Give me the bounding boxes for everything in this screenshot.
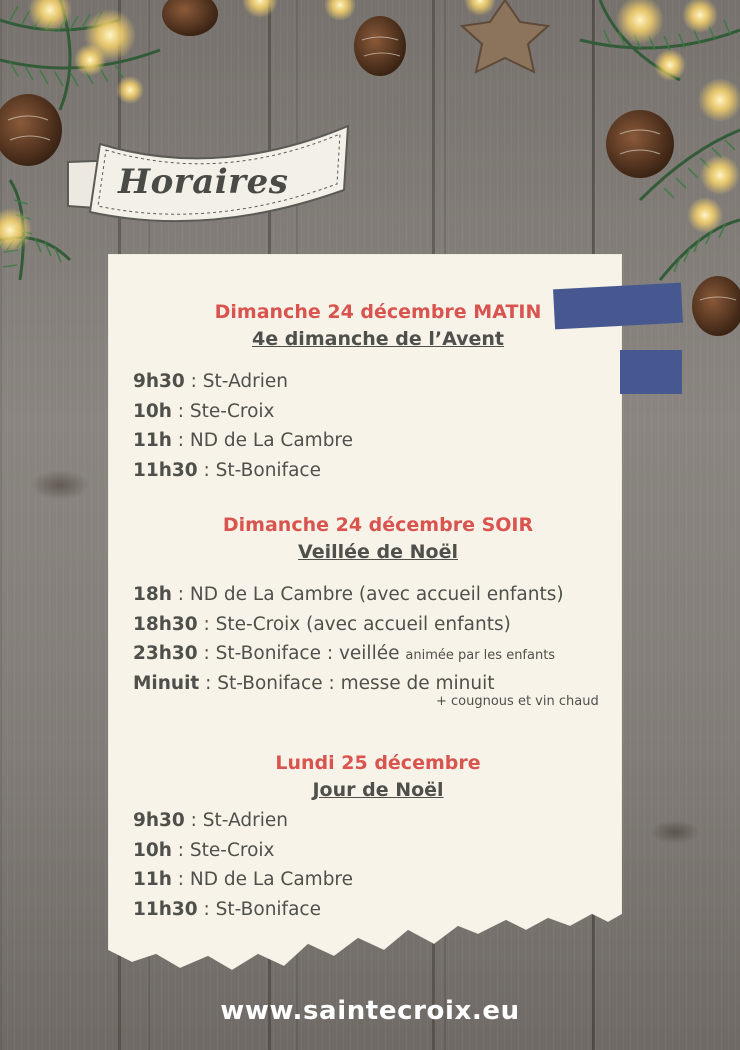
- separator: :: [171, 839, 190, 861]
- wood-knot: [30, 470, 90, 500]
- tape-strip: [620, 350, 682, 394]
- mass-time: 23h30: [133, 643, 198, 664]
- schedule-item: [108, 367, 622, 397]
- mass-location: St-Boniface: [215, 459, 321, 481]
- section-monday: [108, 750, 622, 924]
- wood-knot: [650, 820, 700, 844]
- schedule-list: [108, 367, 622, 485]
- mass-location: ND de La Cambre: [189, 430, 354, 451]
- section-subheading: Veillée de Noël: [298, 541, 458, 563]
- separator: :: [184, 371, 203, 392]
- mass-location: Ste-Croix: [189, 400, 275, 422]
- mass-location: St-Adrien: [202, 371, 288, 392]
- mass-time: 11h30: [133, 898, 198, 920]
- separator: :: [199, 672, 218, 694]
- separator: :: [171, 869, 190, 890]
- schedule-item: [108, 806, 622, 836]
- mass-time: 18h30: [133, 613, 198, 635]
- schedule-item: [108, 836, 622, 866]
- evening-note: + cougnous et vin chaud: [436, 694, 599, 709]
- mass-time: 10h: [133, 839, 172, 861]
- schedule-item: [108, 456, 622, 486]
- section-heading: Dimanche 24 décembre SOIR: [222, 514, 534, 536]
- schedule-item: [108, 639, 622, 669]
- separator: :: [197, 613, 216, 635]
- section-sunday-morning: [108, 299, 622, 485]
- mass-time: 11h: [133, 430, 172, 451]
- separator: :: [197, 898, 216, 920]
- mass-location: ND de La Cambre (avec accueil enfants): [189, 584, 564, 605]
- mass-location: Ste-Croix (avec accueil enfants): [215, 613, 511, 635]
- section-heading: Lundi 25 décembre: [275, 752, 481, 774]
- schedule-item: [108, 895, 622, 925]
- separator: :: [171, 400, 190, 422]
- website-link[interactable]: www.saintecroix.eu: [220, 996, 520, 1026]
- mass-location: St-Boniface: [215, 898, 321, 920]
- section-heading: Dimanche 24 décembre MATIN: [214, 301, 542, 323]
- schedule-item: [108, 610, 622, 640]
- separator: :: [171, 430, 190, 451]
- mass-time: 11h: [133, 869, 172, 890]
- schedule-item: [108, 865, 622, 895]
- section-sunday-evening: [108, 512, 622, 698]
- mass-location: St-Adrien: [202, 810, 288, 831]
- mass-time: 18h: [133, 584, 172, 605]
- schedule-list: [108, 580, 622, 698]
- mass-location: St-Boniface : veillée: [215, 643, 400, 664]
- mass-time: 11h30: [133, 459, 198, 481]
- mass-location: ND de La Cambre: [189, 869, 354, 890]
- separator: :: [197, 643, 216, 664]
- separator: :: [184, 810, 203, 831]
- separator: :: [171, 584, 190, 605]
- schedule-item: [108, 397, 622, 427]
- mass-location: Ste-Croix: [189, 839, 275, 861]
- section-subheading: Jour de Noël: [312, 779, 444, 801]
- mass-time: 9h30: [133, 371, 185, 392]
- schedule-item: [108, 580, 622, 610]
- mass-extra-note: animée par les enfants: [405, 648, 556, 663]
- mass-time: Minuit: [133, 672, 200, 694]
- mass-time: 9h30: [133, 810, 185, 831]
- mass-location: St-Boniface : messe de minuit: [217, 672, 495, 694]
- page-title: Horaires: [118, 162, 289, 202]
- separator: :: [197, 459, 216, 481]
- schedule-list: [108, 806, 622, 924]
- mass-time: 10h: [133, 400, 172, 422]
- section-subheading: 4e dimanche de l’Avent: [251, 328, 504, 350]
- schedule-item: [108, 426, 622, 456]
